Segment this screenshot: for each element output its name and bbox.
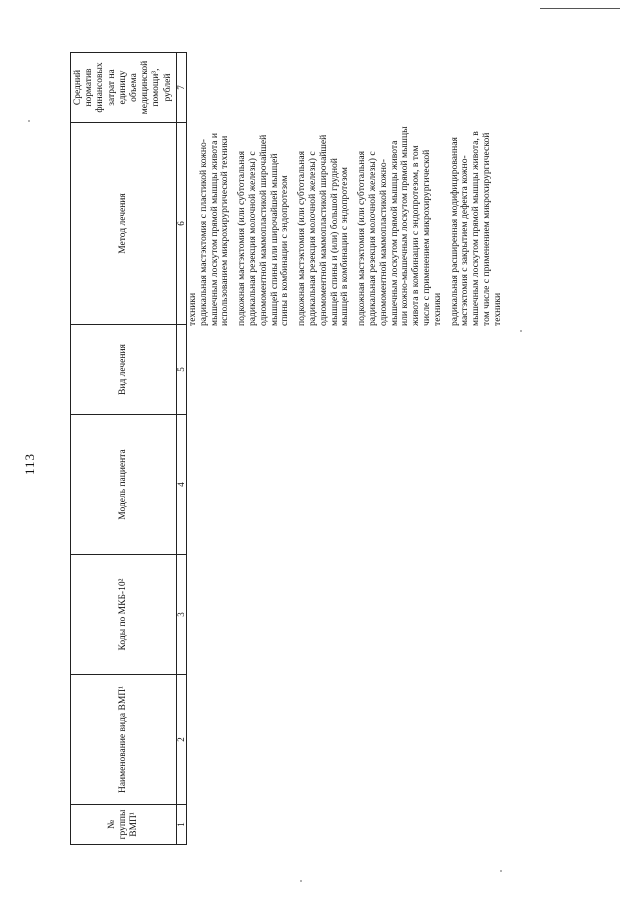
header-group-number: № группы ВМП¹ [71,805,177,845]
table-header-row [71,53,177,845]
column-number: 7 [176,53,186,123]
method-paragraph: подкожная мастэктомия (или субтотальная радикальная резекция молочной железы) с одномоментной маммопластикой широчайшей мышцей спины или широчайшей мышцей спины в комбинации с эндопротезом [236,134,291,326]
header-vmp-name: Наименование вида ВМП¹ [71,675,177,805]
continuation-text: техники [187,292,198,326]
scan-speck [500,870,502,872]
column-number: 1 [176,805,186,845]
scan-speck [520,330,522,332]
method-paragraph: радикальная расширенная модифицированная мастэктомия с закрытием дефекта кожно-мышечным лоскутом прямой мышцы живота, в том числе с применением микрохирургической техники [448,131,503,326]
column-number: 6 [176,123,186,325]
header-icd-codes: Коды по МКБ-10² [71,555,177,675]
header-treatment-type: Вид лечения [71,325,177,415]
scan-speck [28,120,30,122]
column-number: 5 [176,325,186,415]
page-number: 113 [22,452,37,475]
header-treatment-method: Метод лечения [71,123,177,325]
scan-speck [300,880,302,882]
column-number-row [176,53,186,845]
method-paragraph: радикальная мастэктомия с пластикой кожно-мышечным лоскутом прямой мышцы живота и использованием микрохирургической техники [197,133,231,326]
header-average-cost: Средний норматив финансовых затрат на единицу объема медицинской помощи³, рублей [71,53,177,123]
method-paragraph: подкожная мастэктомия (или субтотальная радикальная резекция молочной железы) с одномоментной маммопластикой широчайшей мышцей спины и (или) большой грудной мышцей в комбинации с эндопротезом [296,134,351,326]
column-number: 2 [176,675,186,805]
method-paragraph: подкожная мастэктомия (или субтотальная радикальная резекция молочной железы) с одномоментной маммопластикой кожно-мышечным лоскутом прямой мышцы живота или кожно-мышечным лоскутом прямой мышцы живота в комбинации с эндопротезом, в том числе с применением микрохирургической техники [356,126,443,326]
column-number: 4 [176,415,186,555]
column-number: 3 [176,555,186,675]
treatment-method-list [188,126,510,326]
vmp-table [70,52,187,845]
header-patient-model: Модель пациента [71,415,177,555]
